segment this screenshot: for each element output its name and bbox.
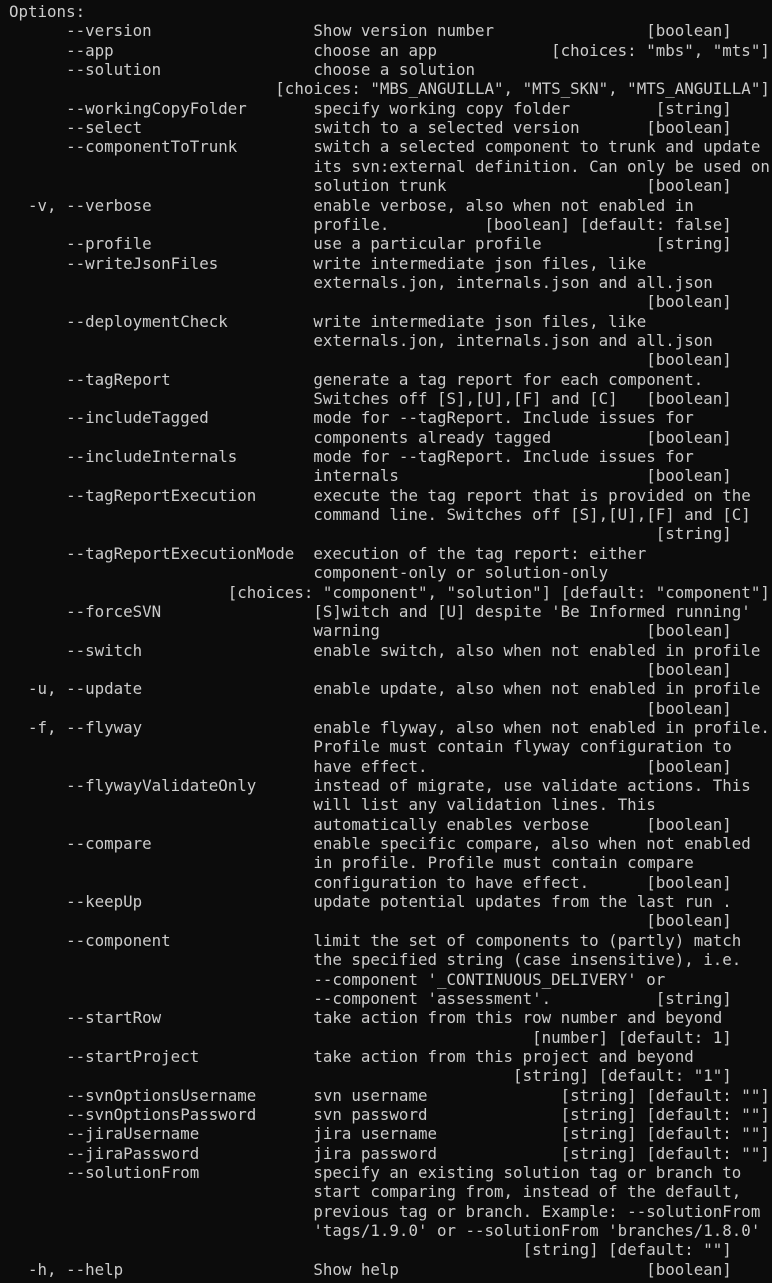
output-line: --tagReportExecution execute the tag report that is provided on the <box>9 485 751 505</box>
output-line: externals.jon, internals.json and all.json <box>9 272 713 292</box>
output-line: [boolean] <box>9 698 732 718</box>
output-line: 'tags/1.9.0' or --solutionFrom 'branches/1.8.0' <box>9 1221 761 1241</box>
output-line: --component 'assessment'. [string] <box>9 988 732 1008</box>
output-line: previous tag or branch. Example: --solutionFrom <box>9 1201 761 1221</box>
output-line: start comparing from, instead of the default, <box>9 1182 742 1202</box>
output-line: Switches off [S],[U],[F] and [C] [boolean] <box>9 389 732 408</box>
output-line: --jiraPassword jira password [string] [default: ""] <box>9 1143 770 1163</box>
output-line: --tagReport generate a tag report for each component. <box>9 369 704 389</box>
output-line: --jiraUsername jira username [string] [default: ""] <box>9 1124 770 1144</box>
output-line: --solutionFrom specify an existing solution tag or branch to <box>9 1163 742 1182</box>
output-line: --component limit the set of components to (partly) match <box>9 930 742 950</box>
output-line: --startProject take action from this project and beyond <box>9 1046 694 1066</box>
output-line: --compare enable specific compare, also when not enabled <box>9 834 751 854</box>
output-line: --select switch to a selected version [boolean] <box>9 118 732 138</box>
output-line: --componentToTrunk switch a selected component to trunk and update <box>9 137 761 157</box>
output-line: -u, --update enable update, also when not enabled in profile <box>9 679 761 699</box>
output-line: --svnOptionsUsername svn username [string] [default: ""] <box>9 1085 770 1105</box>
output-line: [number] [default: 1] <box>9 1027 732 1047</box>
output-line: --writeJsonFiles write intermediate json files, like <box>9 253 647 273</box>
output-line: configuration to have effect. [boolean] <box>9 872 732 892</box>
output-line: --version Show version number [boolean] <box>9 21 732 41</box>
output-line: [boolean] <box>9 911 732 931</box>
output-line: solution trunk [boolean] <box>9 176 732 196</box>
output-line: have effect. [boolean] <box>9 756 732 776</box>
output-line: --startRow take action from this row number and beyond <box>9 1008 723 1028</box>
output-line: --svnOptionsPassword svn password [string] [default: ""] <box>9 1104 770 1124</box>
output-line: will list any validation lines. This <box>9 795 656 815</box>
output-line: the specified string (case insensitive), i.e. <box>9 950 742 970</box>
output-line: --deploymentCheck write intermediate json files, like <box>9 311 647 331</box>
output-line: [boolean] <box>9 292 732 312</box>
output-line: --includeInternals mode for --tagReport. Include issues for <box>9 447 694 467</box>
output-line: component-only or solution-only <box>9 563 609 583</box>
output-line: [string] [default: ""] <box>9 1240 732 1260</box>
output-line: externals.jon, internals.json and all.json <box>9 330 713 350</box>
output-line: [string] <box>9 524 732 544</box>
output-line: components already tagged [boolean] <box>9 427 732 447</box>
output-line: its svn:external definition. Can only be used on <box>9 156 770 176</box>
output-line: --component '_CONTINUOUS_DELIVERY' or <box>9 969 666 989</box>
output-line: [boolean] <box>9 659 732 679</box>
output-line: --solution choose a solution <box>9 60 476 80</box>
output-line: [boolean] <box>9 350 732 370</box>
output-line: -v, --verbose enable verbose, also when not enabled in <box>9 195 694 215</box>
output-line: internals [boolean] <box>9 466 732 486</box>
output-line: profile. [boolean] [default: false] <box>9 214 732 234</box>
output-line: in profile. Profile must contain compare <box>9 853 694 873</box>
output-line: command line. Switches off [S],[U],[F] and [C] <box>9 505 751 525</box>
output-line: --profile use a particular profile [string] <box>9 234 732 254</box>
output-line: --workingCopyFolder specify working copy folder [string] <box>9 98 732 118</box>
output-line: automatically enables verbose [boolean] <box>9 814 732 834</box>
output-line: --app choose an app [choices: "mbs", "mts"] <box>9 40 770 60</box>
output-line: --includeTagged mode for --tagReport. Include issues for <box>9 408 694 428</box>
output-line: [choices: "component", "solution"] [default: "component"] <box>9 582 770 602</box>
output-line: -f, --flyway enable flyway, also when not enabled in profile. <box>9 717 770 737</box>
output-line: --tagReportExecutionMode execution of the tag report: either <box>9 543 647 563</box>
output-line: Options: <box>9 2 86 21</box>
output-line: -h, --help Show help [boolean] <box>9 1259 732 1279</box>
output-line: [string] [default: "1"] <box>9 1066 732 1086</box>
output-line: Profile must contain flyway configuration to <box>9 737 732 757</box>
output-line: warning [boolean] <box>9 621 732 641</box>
output-line: --flywayValidateOnly instead of migrate, use validate actions. This <box>9 776 751 795</box>
output-line: [choices: "MBS_ANGUILLA", "MTS_SKN", "MTS_ANGUILLA"] <box>9 79 770 99</box>
output-line: --forceSVN [S]witch and [U] despite 'Be Informed running' <box>9 601 751 621</box>
output-line: --switch enable switch, also when not enabled in profile <box>9 640 761 660</box>
output-line: --keepUp update potential updates from the last run . <box>9 892 732 912</box>
